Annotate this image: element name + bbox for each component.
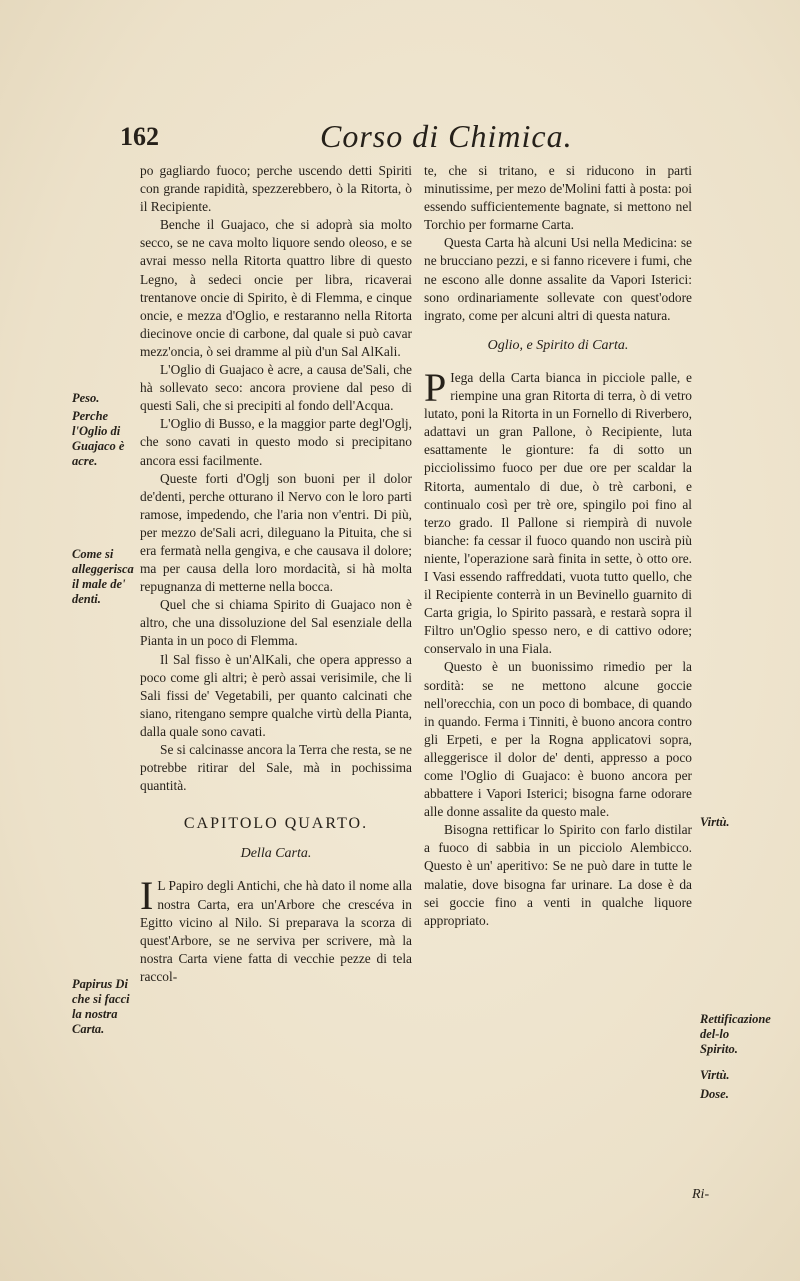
margin-note-papirus: Papirus Di che si facci la nostra Carta. [72,977,130,1036]
paragraph: Questa Carta hà alcuni Usi nella Medicina: se ne brucciano pezzi, e si fanno ricevere i fumi, che ne escono alle donne assalite da Vapori Isterici: sono ordinariamente sollevate con quest'odore ingrato, come per alcuni altri di questa natura. [424,235,692,323]
section-title: Oglio, e Spirito di Carta. [487,337,629,353]
section-paragraph-text: Iega della Carta bianca in picciole palle, e riempine una gran Ritorta di terra, ò di vetro lutato, poni la Ritorta in un Fornello di Riverbero, adattavi un gran Pallone, ò Recipiente, luta esattamente le gionture: fa di sotto un picciolissimo fuoco per due ore per scaldar la Ritorta, aumentalo di due, ò trè carboni, e continualo così per trè ore, spingilo poi fino al terzo grado. Il Pallone si riempirà di nuvole bianche: fa cessar il fuoco quando non uscirà più niente, l'operazione sarà finita in sette, ò otto ore. I Vasi essendo raffreddati, vuota tutto quello, che il Recipiente conterrà in un Bevinello guarnito di Carta grigia, lo Spirito passarà, e restarà sopra il Filtro un'Oglio spesso nero, e di cattivo odore; conservalo in una Fiala. [424,369,692,657]
drop-cap: P [424,364,447,410]
margin-note-come: Come si alleggerisca il male de' denti. [72,547,134,606]
margin-note-rettifica: Rettificazione del-lo Spirito. [700,1012,771,1056]
paragraph: L'Oglio di Busso, e la maggior parte degl'Oglj, che sono cavati in questo modo si precipitano ancora essi facilmente. [140,416,412,468]
page-number: 162 [120,122,159,151]
paragraph: L'Oglio di Guajaco è acre, a causa de'Sali, che hà sollevato seco: ancora proviene dal peso di questi Sali, che si precipiti al fondo dell'Acqua. [140,362,412,414]
margin-note-virtu-2: Virtù. [700,1068,730,1082]
running-title: Corso di Chimica. [320,118,573,154]
right-column [424,162,692,930]
paragraph: Il Sal fisso è un'AlKali, che opera appresso a poco come gli altri; è però assai verisimile, che li Sali fissi de' Vegetabili, per quanto calcinati che siano, ritengano sempre qualche virtù della Pianta, dalla quale sono cavati. [140,651,412,739]
left-column [140,162,412,986]
section-title: Della Carta. [240,846,312,862]
paragraph: Queste forti d'Oglj son buoni per il dolor de'denti, perche otturano il Nervo con le loro parti ramose, impedendo, che l'aria non v'entri. Di più, per mezzo de'Sali acri, dileguano la Pituita, che si era fermatà nella gengiva, e che causava il dolore; ma per causa della loro mordacità, si hà molta repugnanza di metterne nella bocca. [140,470,412,595]
paragraph: po gagliardo fuoco; perche uscendo detti Spiriti con grande rapidità, spezzerebbero, ò la Ritorta, ò il Recipiente. [140,163,412,215]
catchword: Ri- [692,1187,710,1202]
paragraph: Questo è un buonissimo rimedio per la sordità: se ne mettono alcune goccie nell'orecchia, con un poco di bombace, di quando in quando. Ferma i Tinniti, è buono ancora contro gli Erpeti, e per la Rogna applicatovi sopra, alleggerisce il dolor de' denti, appresso a poco come l'Oglio di Guajaco: è buono ancora per abbattere i Vapori Isterici; bisogna farne odorare alle donne assalite da questo male. [424,659,692,820]
paragraph: Quel che si chiama Spirito di Guajaco non è altro, che una dissoluzione del Sal esenziale della Pianta in un poco di Flemma. [140,597,412,649]
chapter-paragraph [140,873,412,986]
paragraph: Benche il Guajaco, che si adoprà sia molto secco, se ne cava molto liquore sendo oleoso, e se avrai messo nella Ritorta quattro libre di questo Legno, à sedeci oncie per libra, ricaverai trentanove oncie di Spirito, è di Flemma, e cinque oncie, e mezza d'Oglio, e restaranno nella Ritorta diecinove oncie di carbone, dal quale si può cavar mezz'oncia, ò sei dramme al più d'un Sal AlKali. [140,217,412,359]
drop-cap: I [140,873,154,919]
chapter-heading: CAPITOLO QUARTO. [183,815,369,833]
paragraph: te, che si tritano, e si riducono in parti minutissime, per mezo de'Molini fatti à posta: poi essendo sufficientemente bagnate, si mettono nel Torchio per formarne Carta. [424,163,692,233]
margin-note-virtu-1: Virtù. [700,815,730,829]
margin-note-peso: Peso. [72,391,100,405]
chapter-paragraph-text: L Papiro degli Antichi, che hà dato il nome alla nostra Carta, era un'Arbore che crescéva in Egitto vicino al Nilo. Si preparava la scorza di quest'Arbore, se ne serviva per scrivere, mà la nostra Carta viene fatta di vecchie pezze di tela raccol- [140,878,412,984]
page-header [120,118,720,158]
margin-note-dose: Dose. [700,1087,729,1101]
paragraph: Se si calcinasse ancora la Terra che resta, se ne potrebbe ritirar del Sale, mà in pochissima quantità. [140,742,412,794]
paragraph: Bisogna rettificar lo Spirito con farlo distilar a fuoco di sabbia in un picciolo Alembicco. Questo è un' aperitivo: Se ne può dare in tutte le malatie, dove bisogna far urinare. La dose è da sei goccie fino a venti in qualche liquore appropriato. [424,822,692,928]
margin-note-perche: Perche l'Oglio di Guajaco è acre. [72,409,125,468]
section-paragraph [424,364,692,659]
